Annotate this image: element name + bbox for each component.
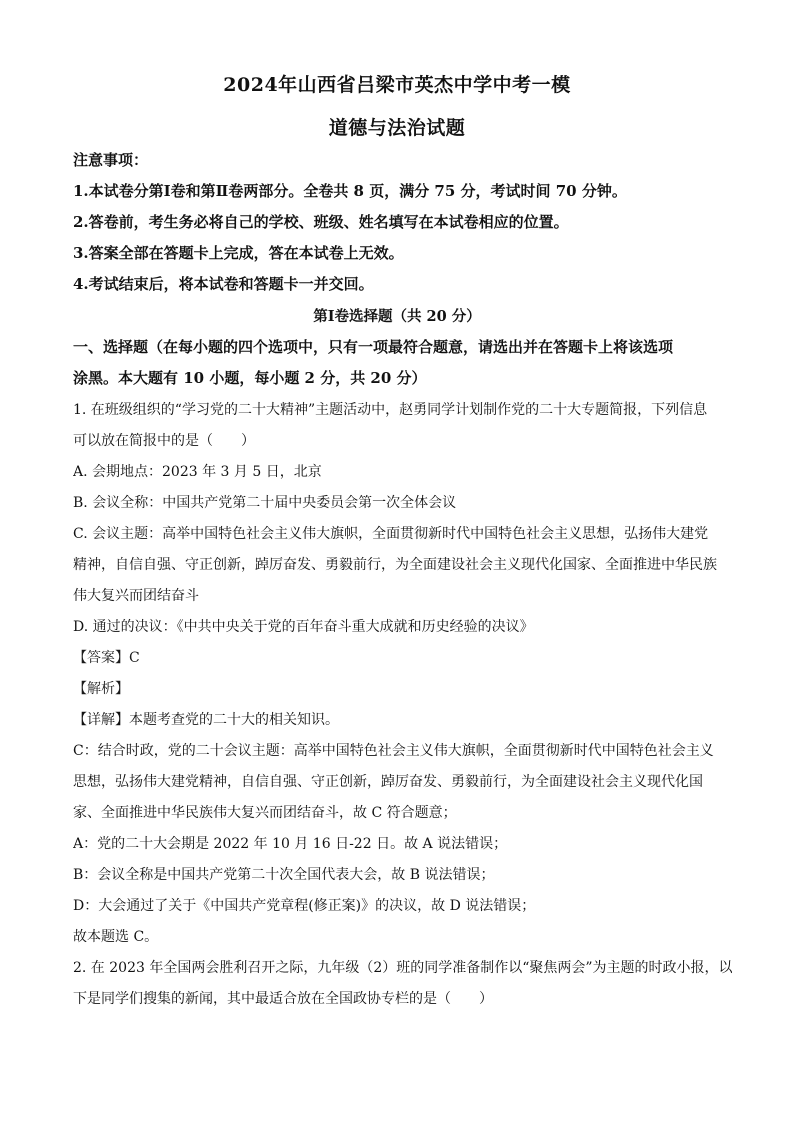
part-intro-line-2: 涂黑。本大题有 10 小题，每小题 2 分，共 20 分） — [73, 369, 427, 387]
q1-option-c-line-3: 伟大复兴而团结奋斗 — [73, 588, 199, 604]
q2-stem-line-1: 2. 在 2023 年全国两会胜利召开之际，九年级（2）班的同学准备制作以“聚焦两会”为主题的时政小报，以 — [73, 960, 733, 976]
notice-item-3: 3.答案全部在答题卡上完成，答在本试卷上无效。 — [73, 244, 404, 262]
q1-detail-line-2: C：结合时政，党的二十会议主题：高举中国特色社会主义伟大旗帜，全面贯彻新时代中国特色社会主义 — [73, 743, 714, 759]
q1-option-c-line-2: 精神，自信自强、守正创新，踔厉奋发、勇毅前行，为全面建设社会主义现代化国家、全面推进中华民族 — [73, 557, 717, 573]
notice-item-2: 2.答卷前，考生务必将自己的学校、班级、姓名填写在本试卷相应的位置。 — [73, 213, 569, 231]
q1-detail-line-5: A：党的二十大会期是 2022 年 10 月 16 日-22 日。故 A 说法错误； — [73, 836, 508, 852]
q1-analysis-label: 【解析】 — [73, 681, 129, 697]
q1-detail-line-3: 思想，弘扬伟大建党精神，自信自强、守正创新，踔厉奋发、勇毅前行，为全面建设社会主义现代化国 — [73, 774, 703, 790]
q1-detail-line-4: 家、全面推进中华民族伟大复兴而团结奋斗，故 C 符合题意； — [73, 805, 457, 821]
q1-option-a: A. 会期地点：2023 年 3 月 5 日，北京 — [73, 464, 322, 480]
notice-heading: 注意事项： — [73, 151, 149, 169]
page-subtitle: 道德与法治试题 — [328, 117, 466, 139]
section-title: 第Ⅰ卷选择题（共 20 分） — [313, 308, 481, 325]
notice-item-4: 4.考试结束后，将本试卷和答题卡一并交回。 — [73, 275, 374, 293]
q1-stem-line-2: 可以放在简报中的是（ ） — [73, 433, 255, 449]
q1-option-d: D. 通过的决议：《中共中央关于党的百年奋斗重大成就和历史经验的决议》 — [73, 619, 534, 635]
q1-detail-line-7: D：大会通过了关于《中国共产党章程(修正案)》的决议，故 D 说法错误； — [73, 898, 536, 914]
part-intro-line-1: 一、选择题（在每小题的四个选项中，只有一项最符合题意，请选出并在答题卡上将该选项 — [73, 338, 674, 356]
q1-detail-line-6: B：会议全称是中国共产党第二十次全国代表大会，故 B 说法错误； — [73, 867, 495, 883]
page-title: 2024年山西省吕梁市英杰中学中考一模 — [223, 74, 571, 96]
q1-detail-line-8: 故本题选 C。 — [73, 929, 159, 945]
q2-stem-line-2: 下是同学们搜集的新闻，其中最适合放在全国政协专栏的是（ ） — [73, 991, 493, 1007]
q1-stem-line-1: 1. 在班级组织的“学习党的二十大精神”主题活动中，赵勇同学计划制作党的二十大专题简报，下列信息 — [73, 402, 708, 418]
q1-option-c-line-1: C. 会议主题：高举中国特色社会主义伟大旗帜，全面贯彻新时代中国特色社会主义思想，弘扬伟大建党 — [73, 526, 709, 542]
q1-answer: 【答案】C — [73, 650, 140, 666]
q1-detail-line-1: 【详解】本题考查党的二十大的相关知识。 — [73, 712, 339, 728]
q1-option-b: B. 会议全称：中国共产党第二十届中央委员会第一次全体会议 — [73, 495, 457, 511]
notice-item-1: 1.本试卷分第Ⅰ卷和第Ⅱ卷两部分。全卷共 8 页，满分 75 分，考试时间 70 分钟。 — [73, 182, 627, 200]
